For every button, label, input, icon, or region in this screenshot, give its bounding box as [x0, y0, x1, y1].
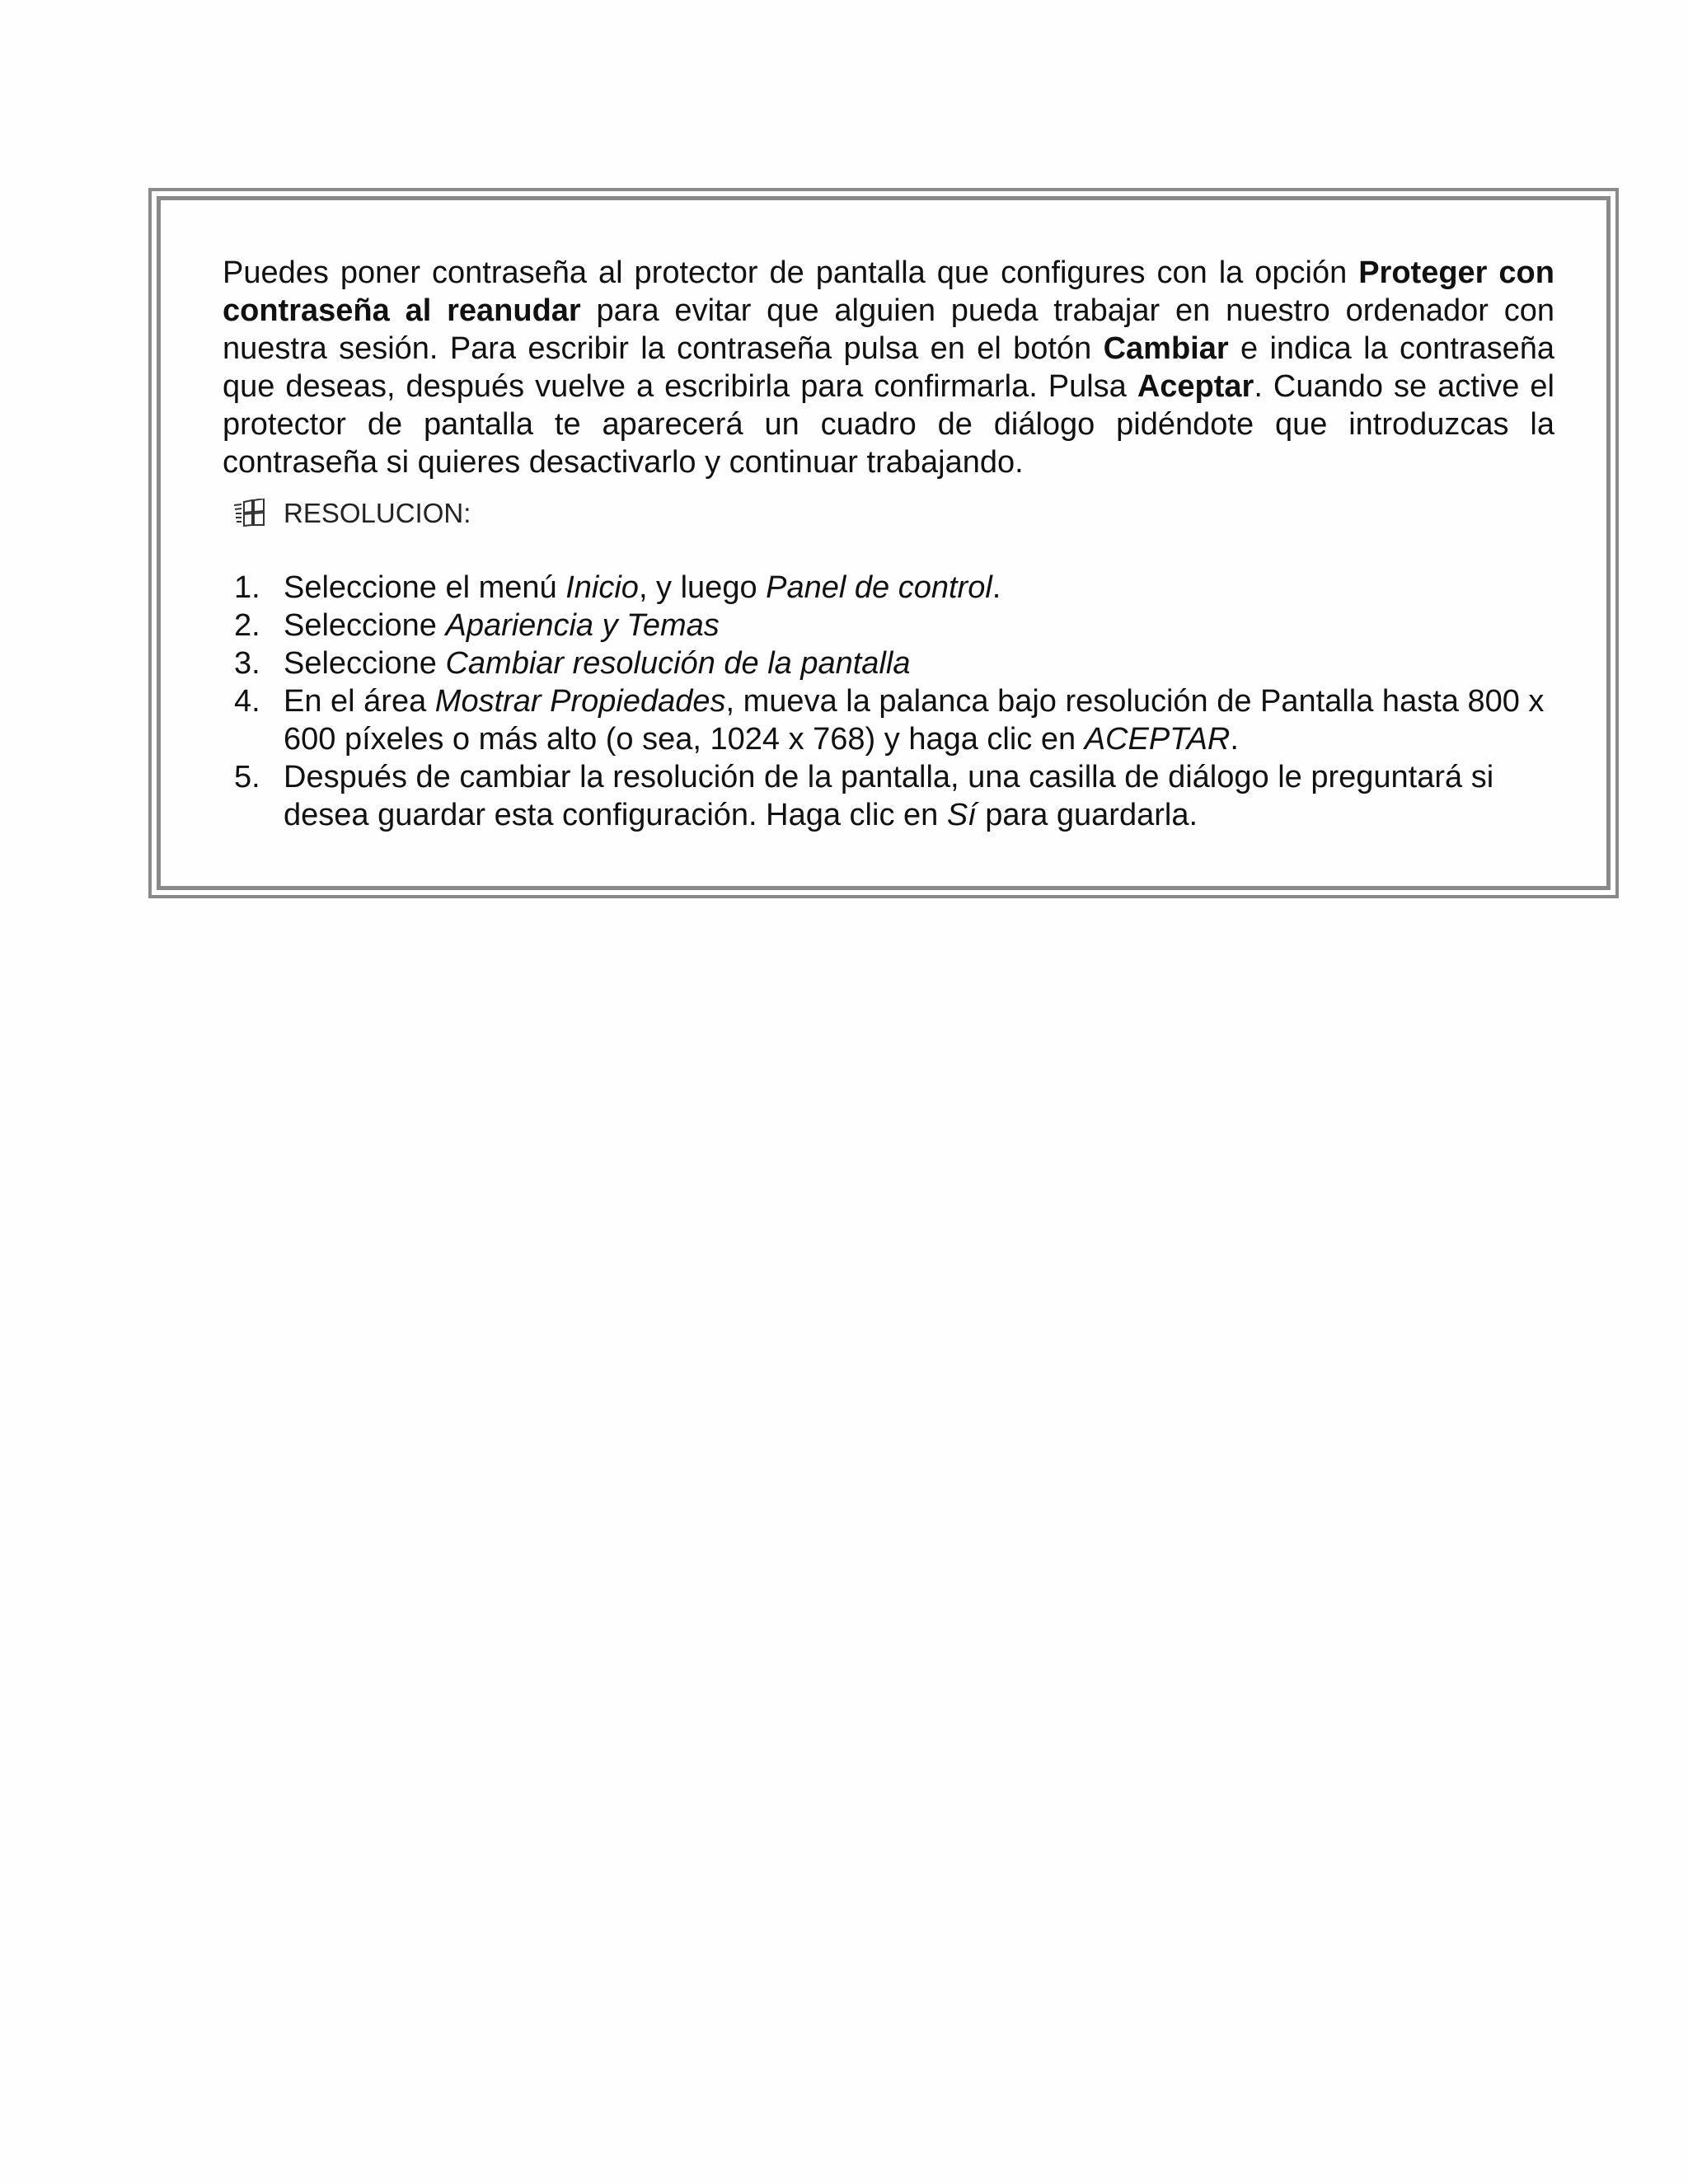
steps-list	[223, 569, 1554, 834]
step-italic: Apariencia y Temas	[445, 608, 720, 643]
step-italic: Panel de control	[766, 570, 992, 605]
step-text: Seleccione	[284, 608, 446, 643]
intro-bold-aceptar: Aceptar	[1137, 369, 1254, 404]
step-text: Seleccione el menú	[284, 570, 566, 605]
list-item	[223, 758, 1554, 834]
step-text: para guardarla.	[976, 798, 1198, 832]
step-italic: Inicio	[565, 570, 639, 605]
intro-paragraph	[223, 254, 1554, 481]
step-italic: Mostrar Propiedades	[434, 684, 726, 719]
intro-text-2: para evitar que alguien pueda trabajar en nuestro ordenador con nuestra sesión. Para escribir la contraseña pulsa en el botón	[223, 293, 1554, 366]
step-text: Después de cambiar la resolución de la pantalla, una casilla de diálogo le preguntará si desea guardar esta configuración. Haga clic en	[284, 760, 1494, 832]
intro-bold-cambiar: Cambiar	[1103, 331, 1229, 366]
step-text: En el área	[284, 684, 435, 719]
frame-content	[223, 254, 1554, 834]
step-number: 5.	[234, 760, 260, 794]
step-italic: Cambiar resolución de la pantalla	[445, 646, 911, 681]
intro-text-4: . Cuando se active el protector de pantalla te aparecerá un cuadro de diálogo pidéndote que introduzcas la contraseña si quieres desactivarlo y continuar trabajando.	[223, 369, 1554, 480]
step-italic: ACEPTAR	[1084, 722, 1231, 757]
step-text: .	[992, 570, 1001, 605]
intro-text-1: Puedes poner contraseña al protector de pantalla que configures con la opción	[223, 255, 1359, 290]
step-text: , y luego	[638, 570, 767, 605]
step-number: 4.	[234, 684, 260, 719]
intro-bold-option: Proteger con contraseña al reanudar	[223, 255, 1554, 328]
step-italic: Sí	[946, 798, 977, 832]
list-item	[223, 569, 1554, 607]
list-item	[223, 682, 1554, 758]
step-number: 2.	[234, 608, 260, 643]
step-text: .	[1230, 722, 1239, 757]
step-text: , mueva la palanca bajo resolución de Pantalla hasta 800 x 600 píxeles o más alto (o sea, 1024 x 768) y haga clic en	[284, 684, 1545, 757]
step-number: 3.	[234, 646, 260, 681]
intro-text-3: e indica la contraseña que deseas, después vuelve a escribirla para confirmarla. Pulsa	[223, 331, 1555, 404]
step-number: 1.	[234, 570, 260, 605]
resolution-heading-label: RESOLUCION:	[284, 498, 471, 528]
resolution-heading	[223, 494, 1554, 532]
windows-logo-icon	[234, 499, 267, 528]
list-item	[223, 607, 1554, 644]
list-item	[223, 644, 1554, 682]
step-text: Seleccione	[284, 646, 446, 681]
